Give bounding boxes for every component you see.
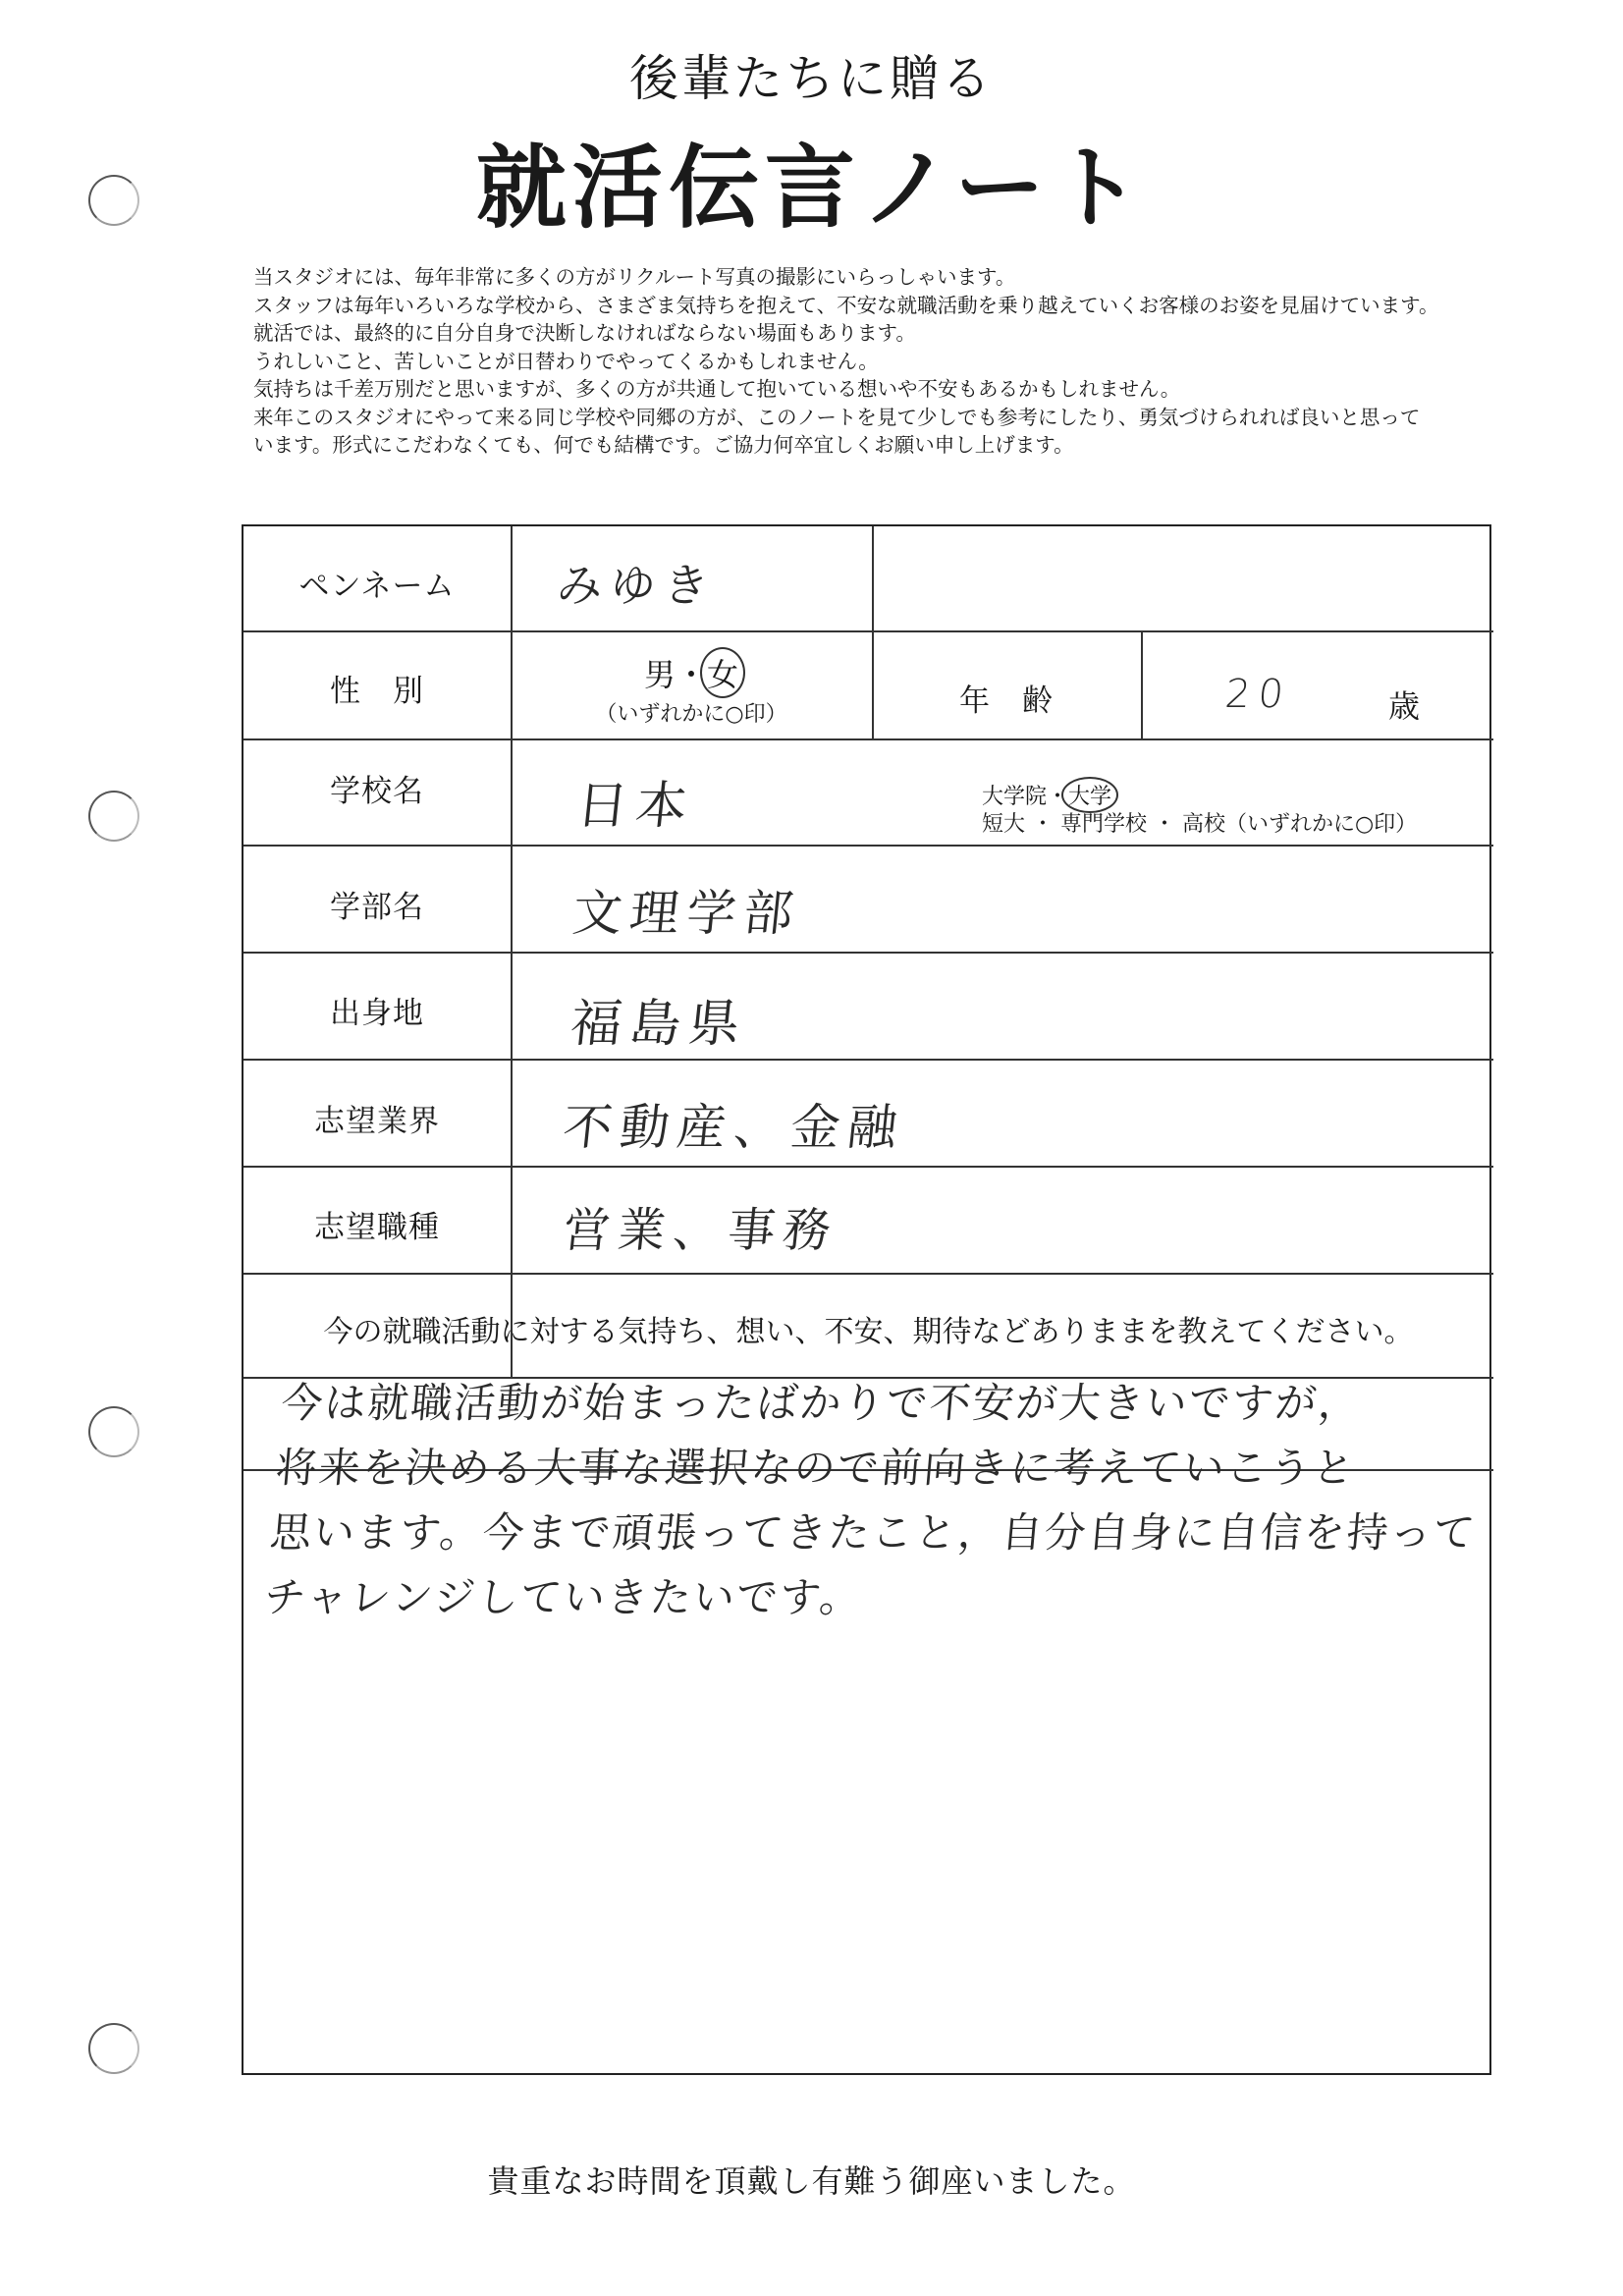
row-divider xyxy=(243,952,1493,954)
age-value: 20 xyxy=(1222,672,1294,717)
answer-line: チャレンジしていきたいです。 xyxy=(262,1573,865,1621)
intro-line: うれしいこと、苦しいことが日替わりでやってくるかもしれません。 xyxy=(253,349,879,373)
school-type-separator: ・ xyxy=(1047,785,1069,809)
gender-note: （いずれかに○印） xyxy=(595,702,787,727)
age-unit: 歳 xyxy=(1388,687,1421,725)
faculty-label: 学部名 xyxy=(330,890,424,925)
footer-thanks: 貴重なお時間を頂戴し有難う御座いました。 xyxy=(487,2162,1136,2200)
job-label: 志望職種 xyxy=(314,1210,440,1245)
school-type-line2: 短大 ・ 専門学校 ・ 高校（いずれかに○印） xyxy=(982,812,1418,837)
questionnaire-form xyxy=(242,524,1491,2075)
row-divider xyxy=(243,1166,1493,1168)
gender-female-circled: 女 xyxy=(707,650,738,695)
pen-name-value: みゆき xyxy=(554,559,720,612)
intro-line: います。形式にこだわなくても、何でも結構です。ご協力何卒宜しくお願い申し上げます。 xyxy=(253,433,1074,457)
page-subtitle: 後輩たちに贈る xyxy=(629,50,994,107)
gender-separator: ・ xyxy=(675,656,707,693)
intro-line: 当スタジオには、毎年非常に多くの方がリクルート写真の撮影にいらっしゃいます。 xyxy=(253,265,1016,289)
answer-line: 思います。今まで頑張ってきたこと，自分自身に自信を持って xyxy=(268,1508,1479,1557)
intro-line: スタッフは毎年いろいろな学校から、さまざま気持ちを抱えて、不安な就職活動を乗り越えていくお客様のお姿を見届けています。 xyxy=(253,293,1439,317)
industry-label: 志望業界 xyxy=(314,1104,440,1139)
school-type-univ-circled: 大学 xyxy=(1068,780,1111,810)
gender-options xyxy=(511,650,872,695)
answer-text xyxy=(261,1371,1501,1630)
row-divider xyxy=(243,845,1493,847)
binder-hole xyxy=(88,1406,139,1457)
intro-line: 来年このスタジオにやって来る同じ学校や同郷の方が、このノートを見て少しでも参考にしたり、勇気づけられれば良いと思って xyxy=(253,405,1421,429)
school-label: 学校名 xyxy=(330,774,424,809)
page-title: 就活伝言ノート xyxy=(475,136,1148,241)
school-value: 日本 xyxy=(573,777,698,836)
answer-line: 将来を決める大事な選択なので前向きに考えていこうと xyxy=(273,1444,1359,1492)
binder-hole xyxy=(88,791,139,842)
row-divider xyxy=(243,630,1493,632)
intro-line: 気持ちは千差万別だと思いますが、多くの方が共通して抱いている想いや不安もあるかもしれません。 xyxy=(253,377,1181,401)
intro-line: 就活では、最終的に自分自身で決断しなければならない場面もあります。 xyxy=(253,321,916,345)
faculty-value: 文理学部 xyxy=(569,885,804,942)
job-value: 営業、事務 xyxy=(560,1203,841,1258)
hometown-label: 出身地 xyxy=(330,996,424,1031)
column-divider xyxy=(1141,630,1143,738)
hometown-value: 福島県 xyxy=(568,995,751,1054)
row-divider xyxy=(243,738,1493,740)
pen-name-label: ペンネーム xyxy=(298,569,456,604)
intro-text xyxy=(253,263,1589,460)
answer-line: 今は就職活動が始まったばかりで不安が大きいですが， xyxy=(279,1379,1364,1427)
row-divider xyxy=(243,1273,1493,1275)
gender-male: 男 xyxy=(643,656,676,693)
age-label: 年 齢 xyxy=(959,683,1054,719)
school-type-grad: 大学院 xyxy=(982,785,1048,809)
binder-hole xyxy=(88,2023,139,2074)
row-divider xyxy=(243,1059,1493,1061)
school-type-line1 xyxy=(982,780,1111,810)
question-text: 今の就職活動に対する気持ち、想い、不安、期待などありままを教えてください。 xyxy=(323,1315,1414,1349)
industry-value: 不動産、金融 xyxy=(560,1099,908,1156)
gender-label: 性 別 xyxy=(330,674,424,709)
